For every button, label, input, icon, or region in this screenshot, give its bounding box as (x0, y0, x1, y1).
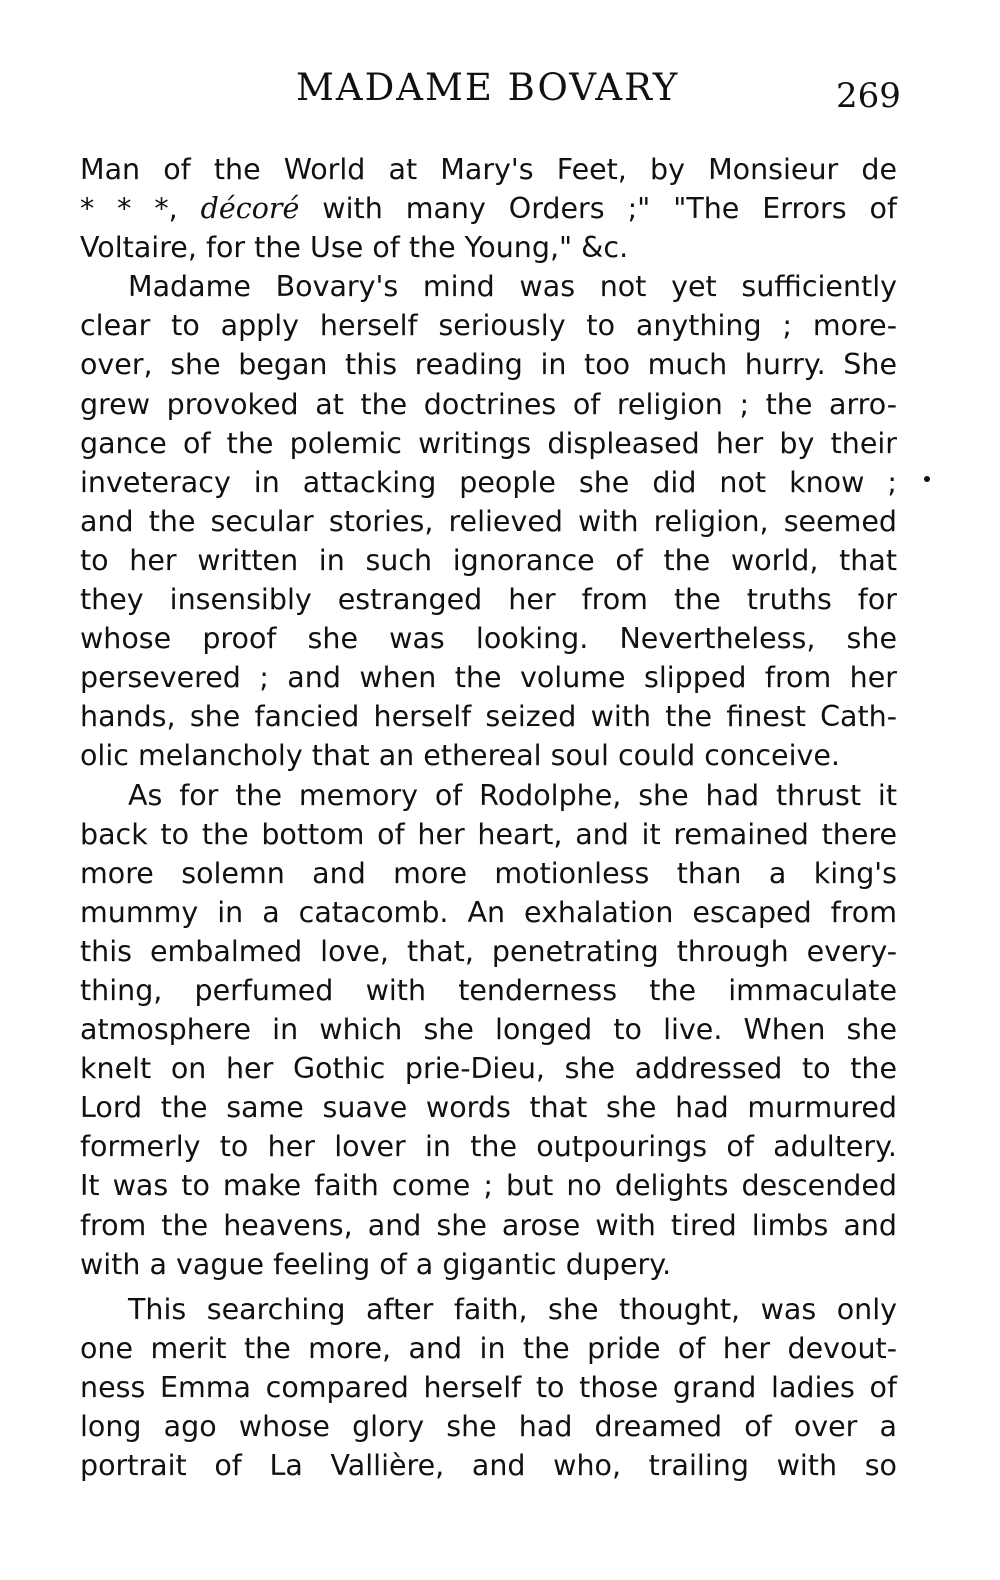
running-title: MADAME BOVARY (296, 66, 680, 109)
text-line: thing, perfumed with tenderness the immaculate (80, 973, 897, 1007)
text-line: and the secular stories, relieved with religion, seemed (80, 504, 897, 538)
text-line: over, she began this reading in too much hurry. She (80, 348, 897, 382)
text-line: clear to apply herself seriously to anything ; more- (80, 309, 897, 343)
text-line: knelt on her Gothic prie-Dieu, she addressed to the (80, 1052, 897, 1086)
text-line: one merit the more, and in the pride of her devout- (80, 1331, 897, 1365)
text-line: mummy in a catacomb. An exhalation escaped from (80, 895, 897, 929)
text-line: Madame Bovary's mind was not yet sufficiently (128, 270, 897, 304)
text-line (80, 189, 897, 228)
text-line: Lord the same suave words that she had murmured (80, 1091, 897, 1125)
page-number: 269 (836, 76, 901, 116)
margin-mark (924, 476, 930, 482)
text-line: Man of the World at Mary's Feet, by Monsieur de (80, 153, 897, 186)
body-text (80, 150, 897, 1485)
text-line: this embalmed love, that, penetrating through every- (80, 934, 897, 968)
text-line: to her written in such ignorance of the world, that (80, 543, 897, 577)
text-line: It was to make faith come ; but no delights descended (80, 1169, 897, 1203)
text-line: olic melancholy that an ethereal soul could conceive. (80, 739, 840, 773)
text-line: more solemn and more motionless than a king's (80, 856, 897, 890)
text-line: persevered ; and when the volume slipped from her (80, 661, 897, 695)
text-line: gance of the polemic writings displeased her by their (80, 426, 897, 460)
text-line: formerly to her lover in the outpourings of adultery. (80, 1130, 897, 1164)
text-line: ness Emma compared herself to those grand ladies of (80, 1370, 897, 1404)
italic-word: décoré (200, 192, 300, 226)
page-header (0, 66, 1000, 126)
text-line: atmosphere in which she longed to live. When she (80, 1013, 897, 1047)
text-line: Voltaire, for the Use of the Young," &c. (80, 231, 629, 265)
text-line: This searching after faith, she thought, was only (128, 1292, 897, 1326)
text-line: long ago whose glory she had dreamed of over a (80, 1410, 897, 1443)
paragraph (80, 150, 897, 267)
text-line: inveteracy in attacking people she did not know ; (80, 465, 897, 499)
paragraph (80, 267, 897, 775)
text-line: from the heavens, and she arose with tired limbs and (80, 1208, 897, 1242)
text-line: back to the bottom of her heart, and it remained there (80, 817, 897, 851)
paragraph (80, 1290, 897, 1485)
text-line: they insensibly estranged her from the truths for (80, 583, 897, 617)
text-line: portrait of La Vallière, and who, trailing with so (80, 1449, 897, 1483)
text-line: As for the memory of Rodolphe, she had thrust it (128, 778, 897, 812)
text-line: grew provoked at the doctrines of religion ; the arro- (80, 387, 897, 421)
text-fragment: * * *, (80, 192, 201, 226)
text-line: with a vague feeling of a gigantic dupery. (80, 1247, 672, 1281)
paragraph (80, 776, 897, 1284)
text-fragment: with many Orders ;" "The Errors of (299, 192, 897, 226)
text-line: hands, she fancied herself seized with the finest Cath- (80, 700, 897, 734)
text-line: whose proof she was looking. Nevertheless, she (80, 622, 897, 656)
